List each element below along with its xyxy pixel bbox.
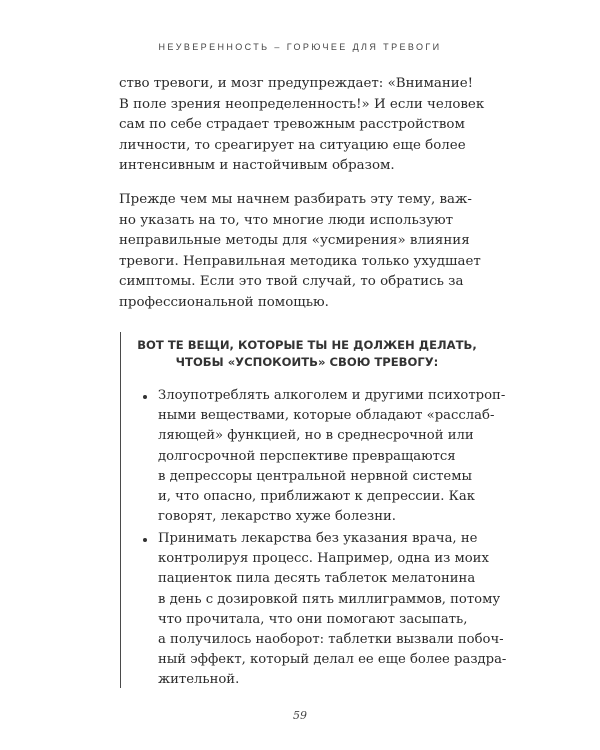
callout-heading — [121, 337, 493, 371]
paragraph-line: личности, то среагирует на ситуацию еще более — [119, 137, 466, 153]
bullet-dot-icon — [143, 395, 147, 399]
paragraph-line: сам по себе страдает тревожным расстройством — [119, 117, 465, 132]
paragraph-line: В поле зрения неопределенность!» И если человек — [119, 96, 485, 112]
paragraph-line: интенсивным и настойчивым образом. — [119, 158, 395, 173]
bullet-line: в депрессоры центральной нервной системы — [158, 468, 472, 484]
bullet-dot-icon — [143, 538, 147, 542]
bullet-line: пациенток пила десять таблеток мелатонина — [158, 571, 476, 587]
callout-box — [120, 332, 507, 688]
callout-heading-line: ВОТ ТЕ ВЕЩИ, КОТОРЫЕ ТЫ НЕ ДОЛЖЕН ДЕЛАТЬ, — [137, 338, 477, 352]
bullet-line: а получилось наоборот: таблетки вызвали побоч- — [158, 632, 504, 648]
bullet-line: долгосрочной перспективе превращаются — [158, 448, 456, 464]
bullet-line: контролируя процесс. Например, одна из моих — [158, 551, 489, 567]
bullet-text — [158, 386, 506, 527]
bullet-line: ными веществами, которые обладают «расслаб- — [158, 408, 495, 424]
paragraph-line: ство тревоги, и мозг предупреждает: «Внимание! — [119, 76, 474, 91]
paragraph-line: Прежде чем мы начнем разбирать эту тему, важ- — [119, 192, 472, 207]
paragraph-line: тревоги. Неправильная методика только ухудшает — [119, 253, 481, 269]
paragraph-line: неправильные методы для «усмирения» влияния — [119, 233, 470, 248]
callout-heading-line: ЧТОБЫ «УСПОКОИТЬ» СВОЮ ТРЕВОГУ: — [175, 355, 439, 369]
running-header: НЕУВЕРЕННОСТЬ – ГОРЮЧЕЕ ДЛЯ ТРЕВОГИ — [158, 42, 442, 52]
paragraph-line: симптомы. Если это твой случай, то обратись за — [119, 274, 464, 289]
page-number: 59 — [293, 709, 307, 722]
paragraph-line: профессиональной помощью. — [119, 294, 329, 310]
bullet-line: Злоупотреблять алкоголем и другими психотроп- — [158, 388, 506, 403]
paragraph-2 — [119, 190, 489, 313]
bullet-line: жительной. — [158, 672, 240, 688]
bullet-line: говорят, лекарство хуже болезни. — [158, 509, 396, 525]
bullet-line: в день с дозировкой пять миллиграммов, потому — [158, 591, 501, 607]
bullet-line: Принимать лекарства без указания врача, не — [158, 531, 478, 546]
bullet-line: что прочитала, что они помогают засыпать, — [158, 611, 468, 627]
bullet-line: ляющей» функцией, но в среднесрочной или — [158, 428, 474, 444]
paragraph-1 — [119, 74, 489, 177]
paragraph-line: но указать на то, что многие люди используют — [119, 212, 454, 228]
bullet-line: и, что опасно, приближают к депрессии. Как — [158, 489, 475, 505]
bullet-line: ный эффект, который делал ее еще более раздра- — [158, 652, 507, 668]
bullet-text — [158, 529, 507, 691]
